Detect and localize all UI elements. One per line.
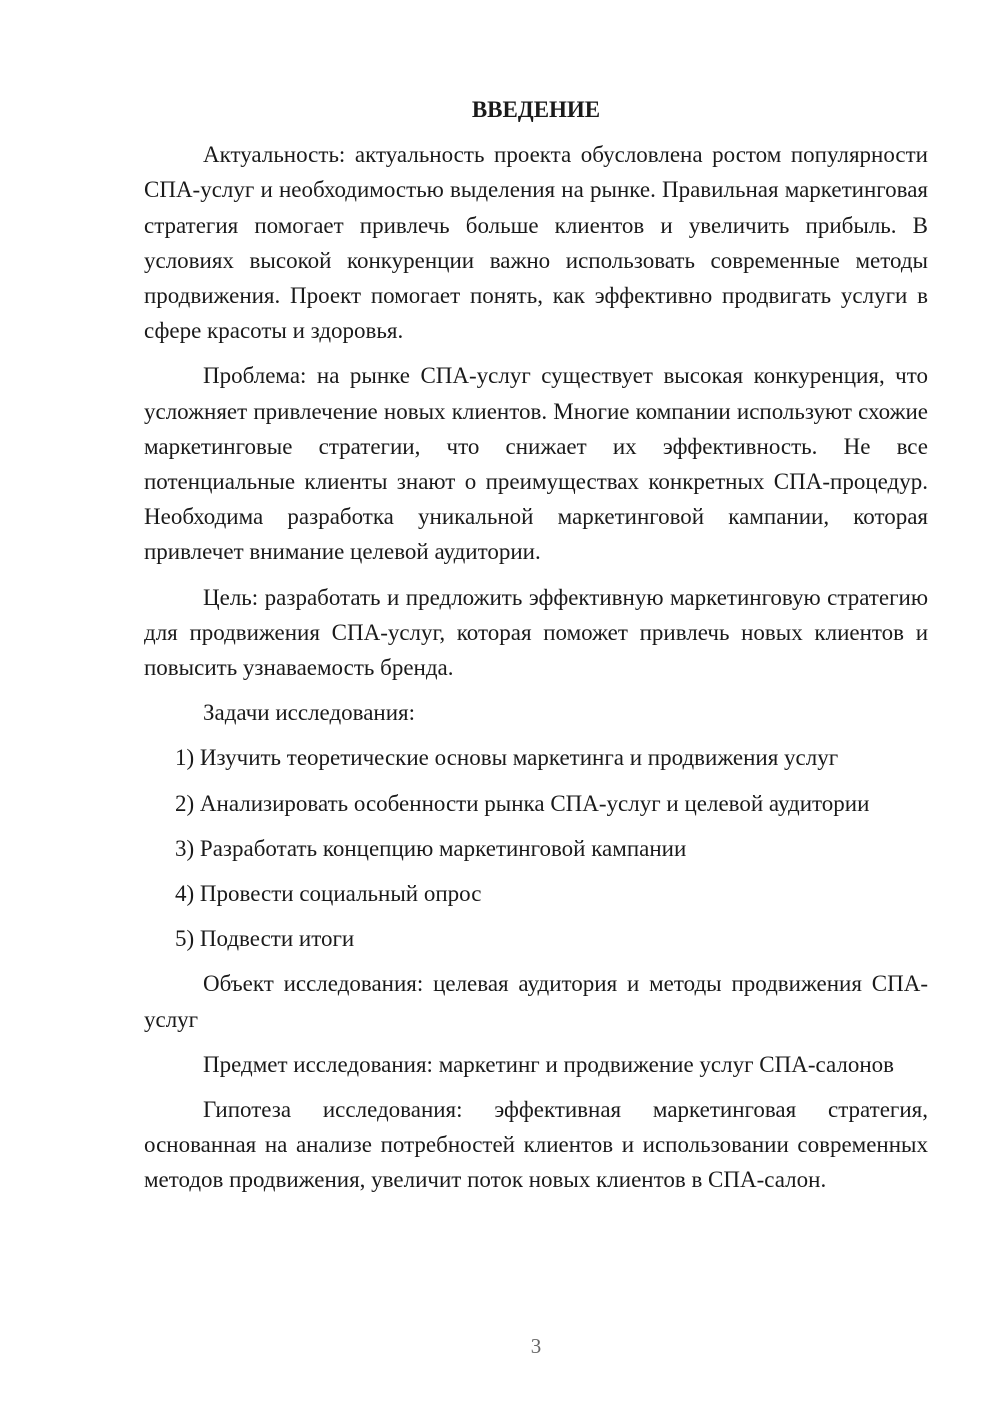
document-body [144,92,928,1208]
list-item: 1) Изучить теоретические основы маркетинга и продвижения услуг [175,745,839,771]
object-paragraph: Объект исследования: целевая аудитория и методы продвижения СПА-услуг [144,971,928,1032]
list-item: 5) Подвести итоги [175,926,355,952]
hypothesis-paragraph: Гипотеза исследования: эффективная маркетинговая стратегия, основанная на анализе потребностей клиентов и использовании современных методов продвижения, увеличит поток новых клиентов в СПА-салон. [144,1097,928,1193]
tasks-list [144,740,928,956]
list-item: 2) Анализировать особенности рынка СПА-услуг и целевой аудитории [175,790,870,816]
section-heading: ВВЕДЕНИЕ [471,97,601,122]
tasks-title: Задачи исследования: [203,700,416,726]
goal-paragraph: Цель: разработать и предложить эффективную маркетинговую стратегию для продвижения СПА-услуг, которая поможет привлечь новых клиентов и повысить узнаваемость бренда. [144,584,928,681]
problem-paragraph: Проблема: на рынке СПА-услуг существует высокая конкуренция, что усложняет привлечение новых клиентов. Многие компании используют схожие маркетинговые стратегии, что снижает их эффективность. Не все потенциальные клиенты знают о преимуществах конкретных СПА-процедур. Необходима разработка уникальной маркетинговой кампании, которая привлечет внимание целевой аудитории. [144,363,928,565]
relevance-paragraph: Актуальность: актуальность проекта обусловлена ростом популярности СПА-услуг и необходимостью выделения на рынке. Правильная маркетинговая стратегия помогает привлечь больше клиентов и увеличить прибыль. В условиях высокой конкуренции важно использовать современные методы продвижения. Проект помогает понять, как эффективно продвигать услуги в сфере красоты и здоровья. [144,142,928,344]
subject-paragraph: Предмет исследования: маркетинг и продвижение услуг СПА-салонов [203,1051,895,1077]
list-item: 4) Провести социальный опрос [175,881,482,907]
page-number: 3 [530,1334,542,1358]
list-item: 3) Разработать концепцию маркетинговой кампании [175,835,687,861]
